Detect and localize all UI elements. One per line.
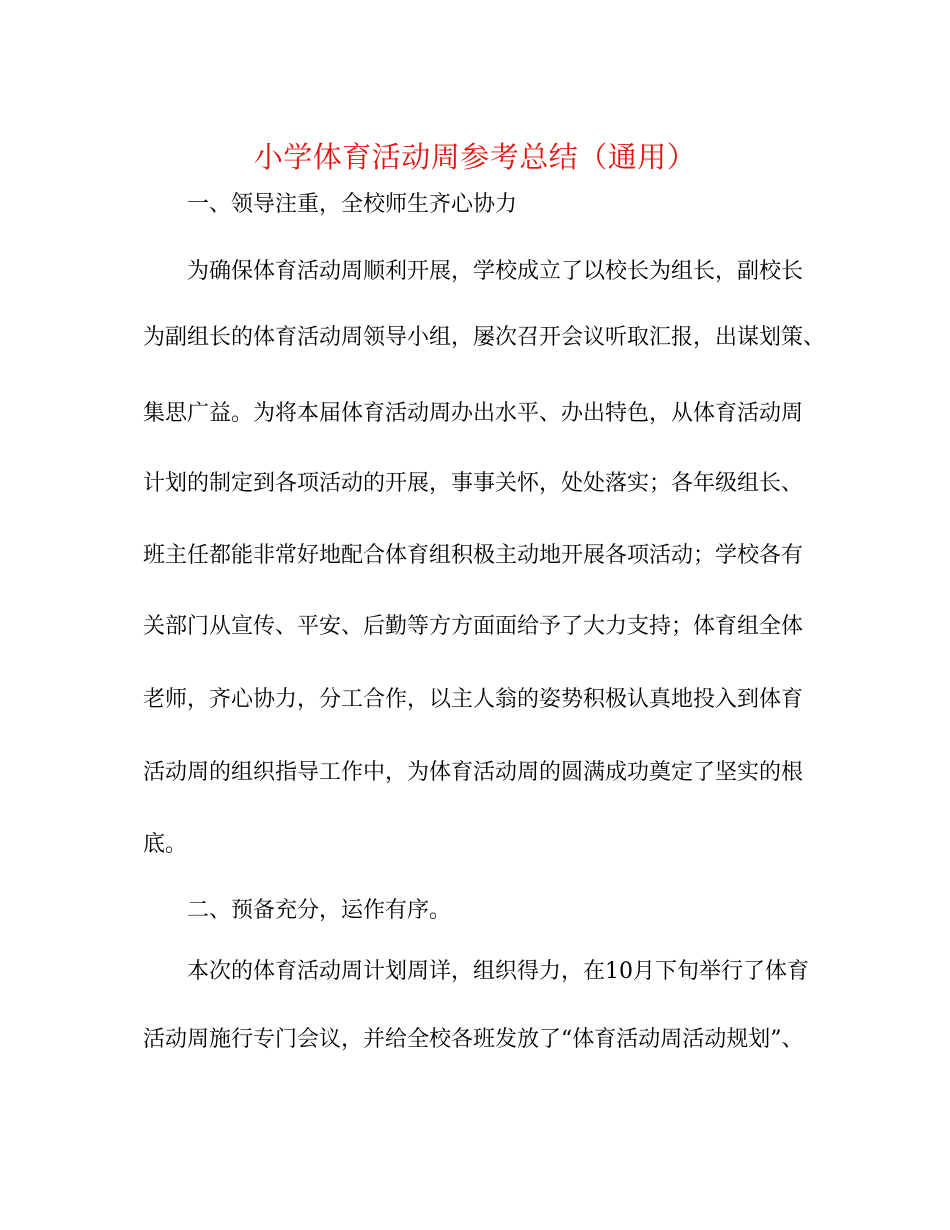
paragraph-line: 活动周的组织指导工作中，为体育活动周的圆满成功奠定了坚实的根 [143,760,804,785]
paragraph-line: 底。 [143,832,188,857]
paragraph-line: 为确保体育活动周顺利开展，学校成立了以校长为组长，副校长 [187,259,804,284]
section-heading-1: 一、领导注重，全校师生齐心协力 [187,192,518,217]
paragraph-line: 老师，齐心协力，分工合作，以主人翁的姿势积极认真地投入到体育 [143,687,804,712]
paragraph-line: 活动周施行专门会议，并给全校各班发放了“体育活动周活动规划”、 [143,1027,804,1052]
section-heading-2: 二、预备充分，运作有序。 [187,898,452,923]
paragraph-line: 为副组长的体育活动周领导小组，屡次召开会议听取汇报，出谋划策、 [143,325,826,350]
document-body [143,0,826,1230]
paragraph-line: 关部门从宣传、平安、后勤等方方面面给予了大力支持；体育组全体 [143,614,804,639]
paragraph-line: 班主任都能非常好地配合体育组积极主动地开展各项活动；学校各有 [143,543,804,568]
paragraph-line: 计划的制定到各项活动的开展，事事关怀，处处落实；各年级组长、 [143,471,804,496]
document-title: 小学体育活动周参考总结（通用） [253,140,697,174]
paragraph-line: 集思广益。为将本届体育活动周办出水平、办出特色，从体育活动周 [143,401,804,426]
paragraph-line: 本次的体育活动周计划周详，组织得力，在10月下旬举行了体育 [187,959,809,984]
